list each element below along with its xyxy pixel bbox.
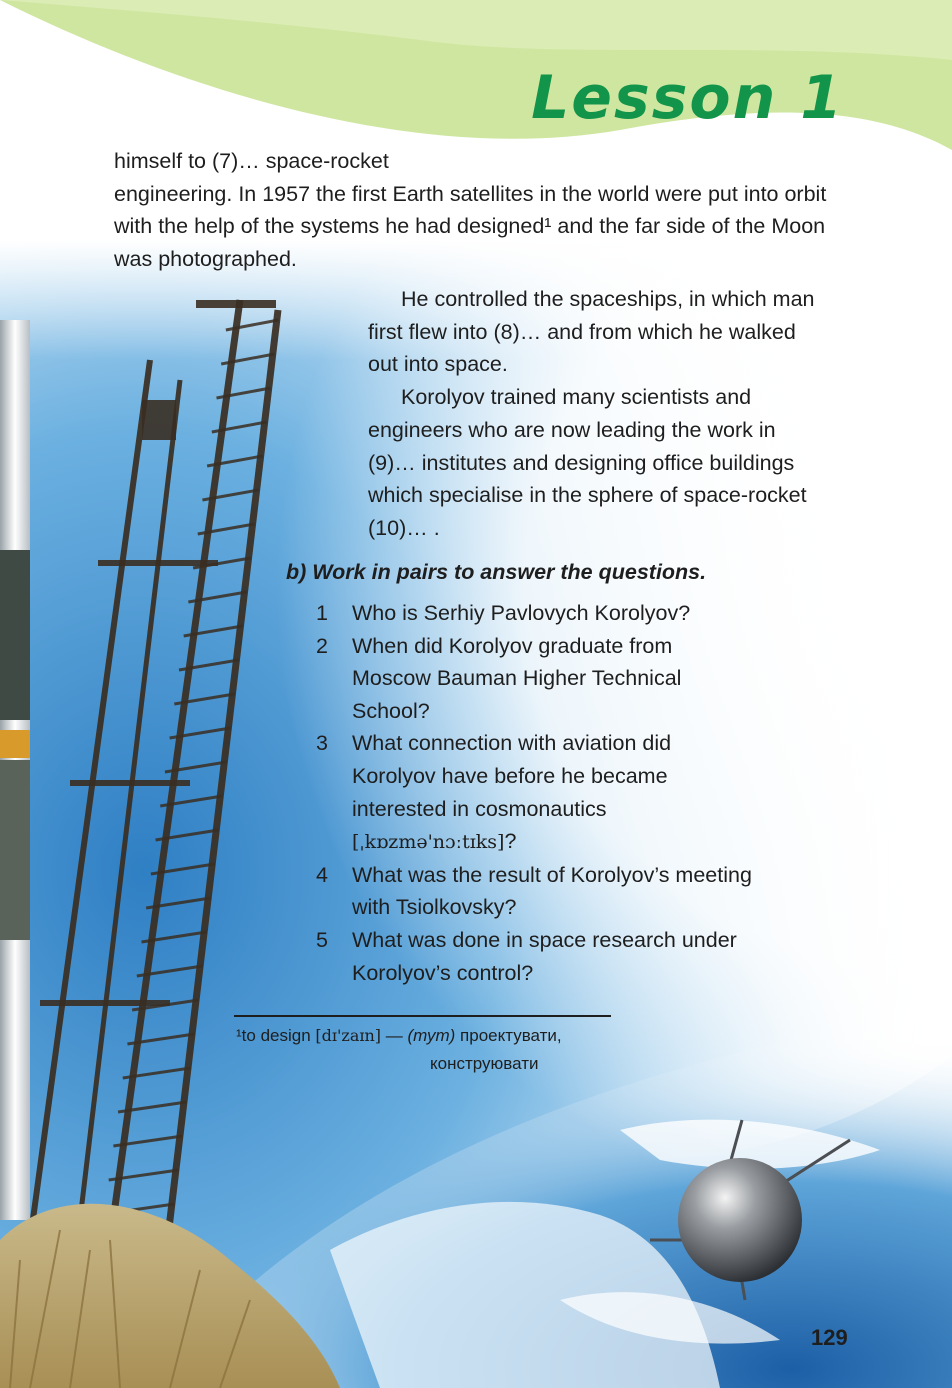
- paragraph-top: [114, 145, 834, 276]
- paragraph-trained: Korolyov trained many scientists and engineers who are now leading the work in (9)… institutes and designing office buildings which specialise in the sphere of space-rocket (10)… .: [368, 385, 807, 540]
- question-number: 4: [316, 862, 328, 887]
- question-number: 5: [316, 927, 328, 952]
- question-list: [316, 597, 756, 989]
- footnote-translation-2: конструювати: [430, 1054, 539, 1073]
- page-number: 129: [811, 1325, 848, 1350]
- question-item: [316, 859, 756, 924]
- footnote-dash: —: [385, 1026, 403, 1045]
- question-text: What connection with aviation did Korolyov have before he became interested in cosmonautics: [352, 731, 672, 821]
- footnote-note: (тут): [407, 1026, 456, 1045]
- question-text-block: [352, 727, 756, 858]
- question-number: 2: [316, 633, 328, 658]
- paragraph-column: [368, 283, 828, 545]
- question-text: What was the result of Korolyov’s meeting with Tsiolkovsky?: [352, 862, 752, 920]
- footnote-phonetic: [dɪ'zaɪn]: [315, 1026, 382, 1045]
- question-item: [316, 924, 756, 989]
- lesson-title: Lesson 1: [531, 63, 844, 133]
- question-item: [316, 597, 756, 630]
- footnote-translation-1: проектувати,: [460, 1026, 562, 1045]
- task-heading: b) Work in pairs to answer the questions.: [286, 560, 707, 584]
- question-text: When did Korolyov graduate from Moscow Bauman Higher Technical School?: [352, 633, 682, 723]
- question-item: [316, 727, 756, 858]
- paragraph-spaceships: He controlled the spaceships, in which man first flew into (8)… and from which he walked out into space.: [368, 287, 815, 377]
- paragraph-top-rest: engineering. In 1957 the first Earth satellites in the world were put into orbit with the help of the systems he had designed¹ and the far side of the Moon was photographed.: [114, 181, 827, 272]
- question-number: 1: [316, 601, 328, 625]
- footnote: [236, 1022, 562, 1078]
- question-text: What was done in space research under Korolyov’s control?: [352, 927, 737, 985]
- question-text: Who is Serhiy Pavlovych Korolyov?: [352, 601, 691, 625]
- paragraph-top-line1: himself to (7)… space-rocket: [114, 149, 389, 173]
- footnote-marker: ¹: [236, 1026, 242, 1045]
- question-number: 3: [316, 731, 328, 756]
- footnote-divider: [234, 1015, 611, 1017]
- question-item: [316, 630, 756, 728]
- question-end-mark: ?: [504, 829, 517, 854]
- footnote-word: to design: [241, 1026, 311, 1045]
- phonetic-transcription: [ˌkɒzmə'nɔːtɪks]: [352, 831, 505, 854]
